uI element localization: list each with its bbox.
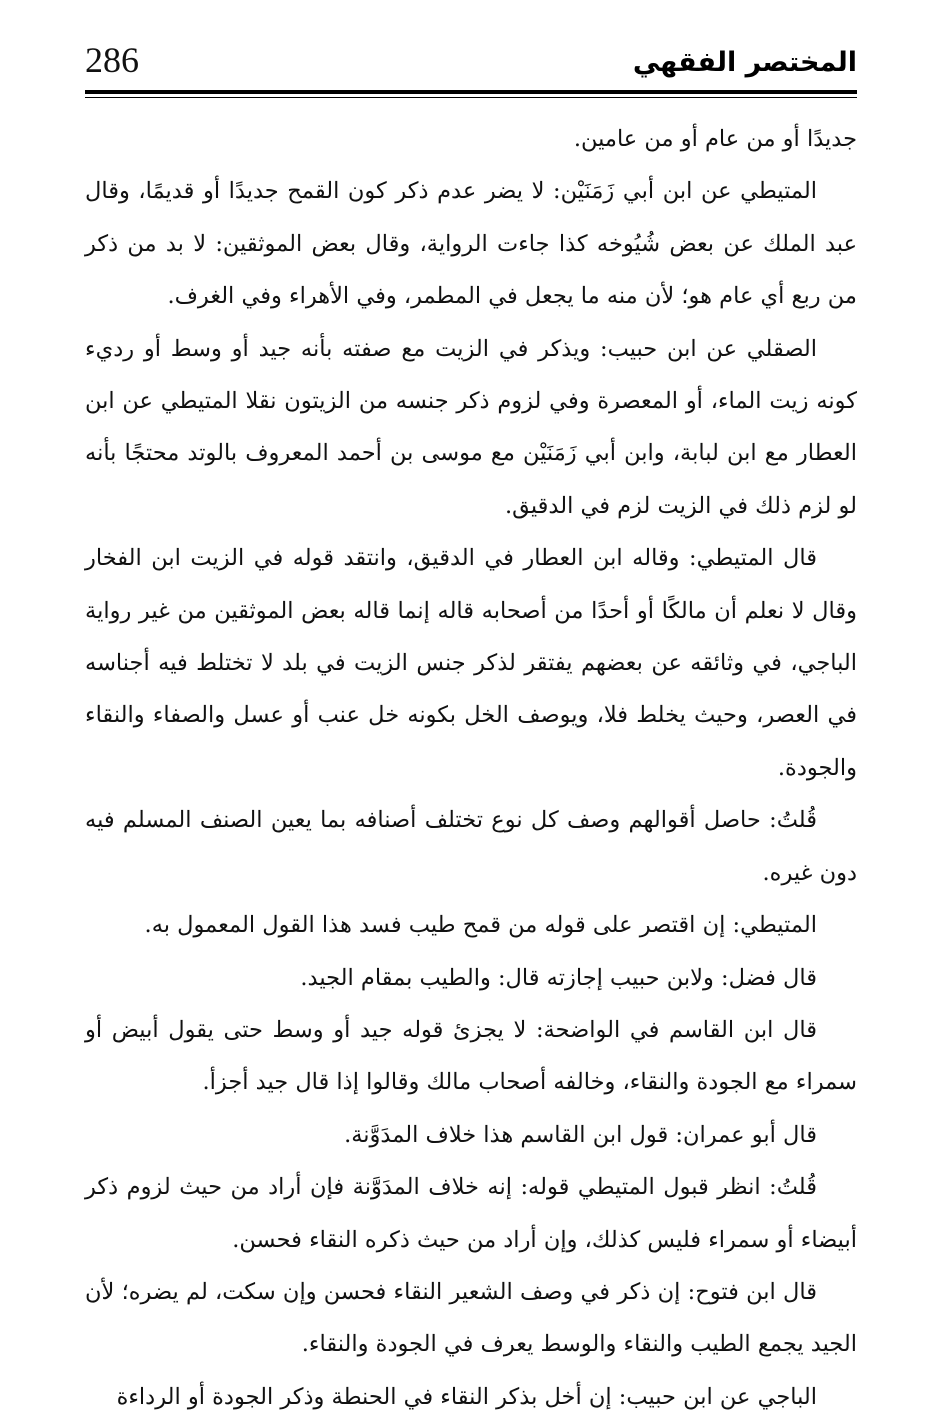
paragraph: جديدًا أو من عام أو من عامين. (573, 126, 857, 152)
running-title: المختصر الفقهي (632, 47, 857, 78)
page-header (85, 40, 857, 88)
paragraph: قُلتُ: انظر قبول المتيطي قوله: إنه خلاف المدَوَّنة فإن أراد من حيث لزوم ذكر أبيضاء أو سمراء فليس كذلك، وإن أراد من حيث ذكره النقاء فحسن. (85, 1174, 857, 1253)
body-text (85, 113, 857, 1423)
paragraph: الصقلي عن ابن حبيب: ويذكر في الزيت مع صفته بأنه جيد أو وسط أو رديء كونه زيت الماء، أو المعصرة وفي لزوم ذكر جنسه من الزيتون نقلا المتيطي عن ابن العطار مع ابن لبابة، وابن أبي زَمَنَيْن مع موسى بن أحمد المعروف بالوتد محتجًا بأنه لو لزم ذلك في الزيت لزم في الدقيق. (85, 335, 857, 519)
paragraph: قال فضل: ولابن حبيب إجازته قال: والطيب بمقام الجيد. (300, 964, 817, 991)
paragraph: المتيطي: إن اقتصر على قوله من قمح طيب فسد هذا القول المعمول به. (144, 912, 817, 939)
paragraph: قُلتُ: حاصل أقوالهم وصف كل نوع تختلف أصنافه بما يعين الصنف المسلم فيه دون غيره. (85, 807, 857, 886)
paragraph: قال المتيطي: وقاله ابن العطار في الدقيق، وانتقد قوله في الزيت ابن الفخار وقال لا نعلم أن مالكًا أو أحدًا من أصحابه قاله إنما قاله بعض الموثقين من غير رواية الباجي، في وثائقه عن بعضهم يفتقر لذكر جنس الزيت في بلد لا تختلط فيه أجناسه في العصر، وحيث يخلط فلا، ويوصف الخل بكونه خل عنب أو عسل والصفاء والنقاء والجودة. (85, 545, 857, 781)
paragraph: قال ابن فتوح: إن ذكر في وصف الشعير النقاء فحسن وإن سكت، لم يضره؛ لأن الجيد يجمع الطيب والنقاء والوسط يعرف في الجودة والنقاء. (85, 1278, 857, 1358)
header-rule-thick (85, 90, 857, 94)
paragraph: المتيطي عن ابن أبي زَمَنَيْن: لا يضر عدم ذكر كون القمح جديدًا أو قديمًا، وقال عبد الملك عن بعض شُيُوخه كذا جاءت الرواية، وقال بعض الموثقين: لا بد من ذكر من ربع أي عام هو؛ لأن منه ما يجعل في المطمر، وفي الأهراء وفي الغرف. (85, 178, 857, 310)
header-rule-thin (85, 97, 857, 98)
paragraph: الباجي عن ابن حبيب: إن أخل بذكر النقاء في الحنطة وذكر الجودة أو الرداءة (116, 1383, 817, 1410)
paragraph: قال ابن القاسم في الواضحة: لا يجزئ قوله جيد أو وسط حتى يقول أبيض أو سمراء مع الجودة والنقاء، وخالفه أصحاب مالك وقالوا إذا قال جيد أجزأ. (85, 1016, 857, 1096)
page-number: 286 (85, 40, 139, 80)
paragraph: قال أبو عمران: قول ابن القاسم هذا خلاف المدَوَّنة. (344, 1121, 817, 1148)
